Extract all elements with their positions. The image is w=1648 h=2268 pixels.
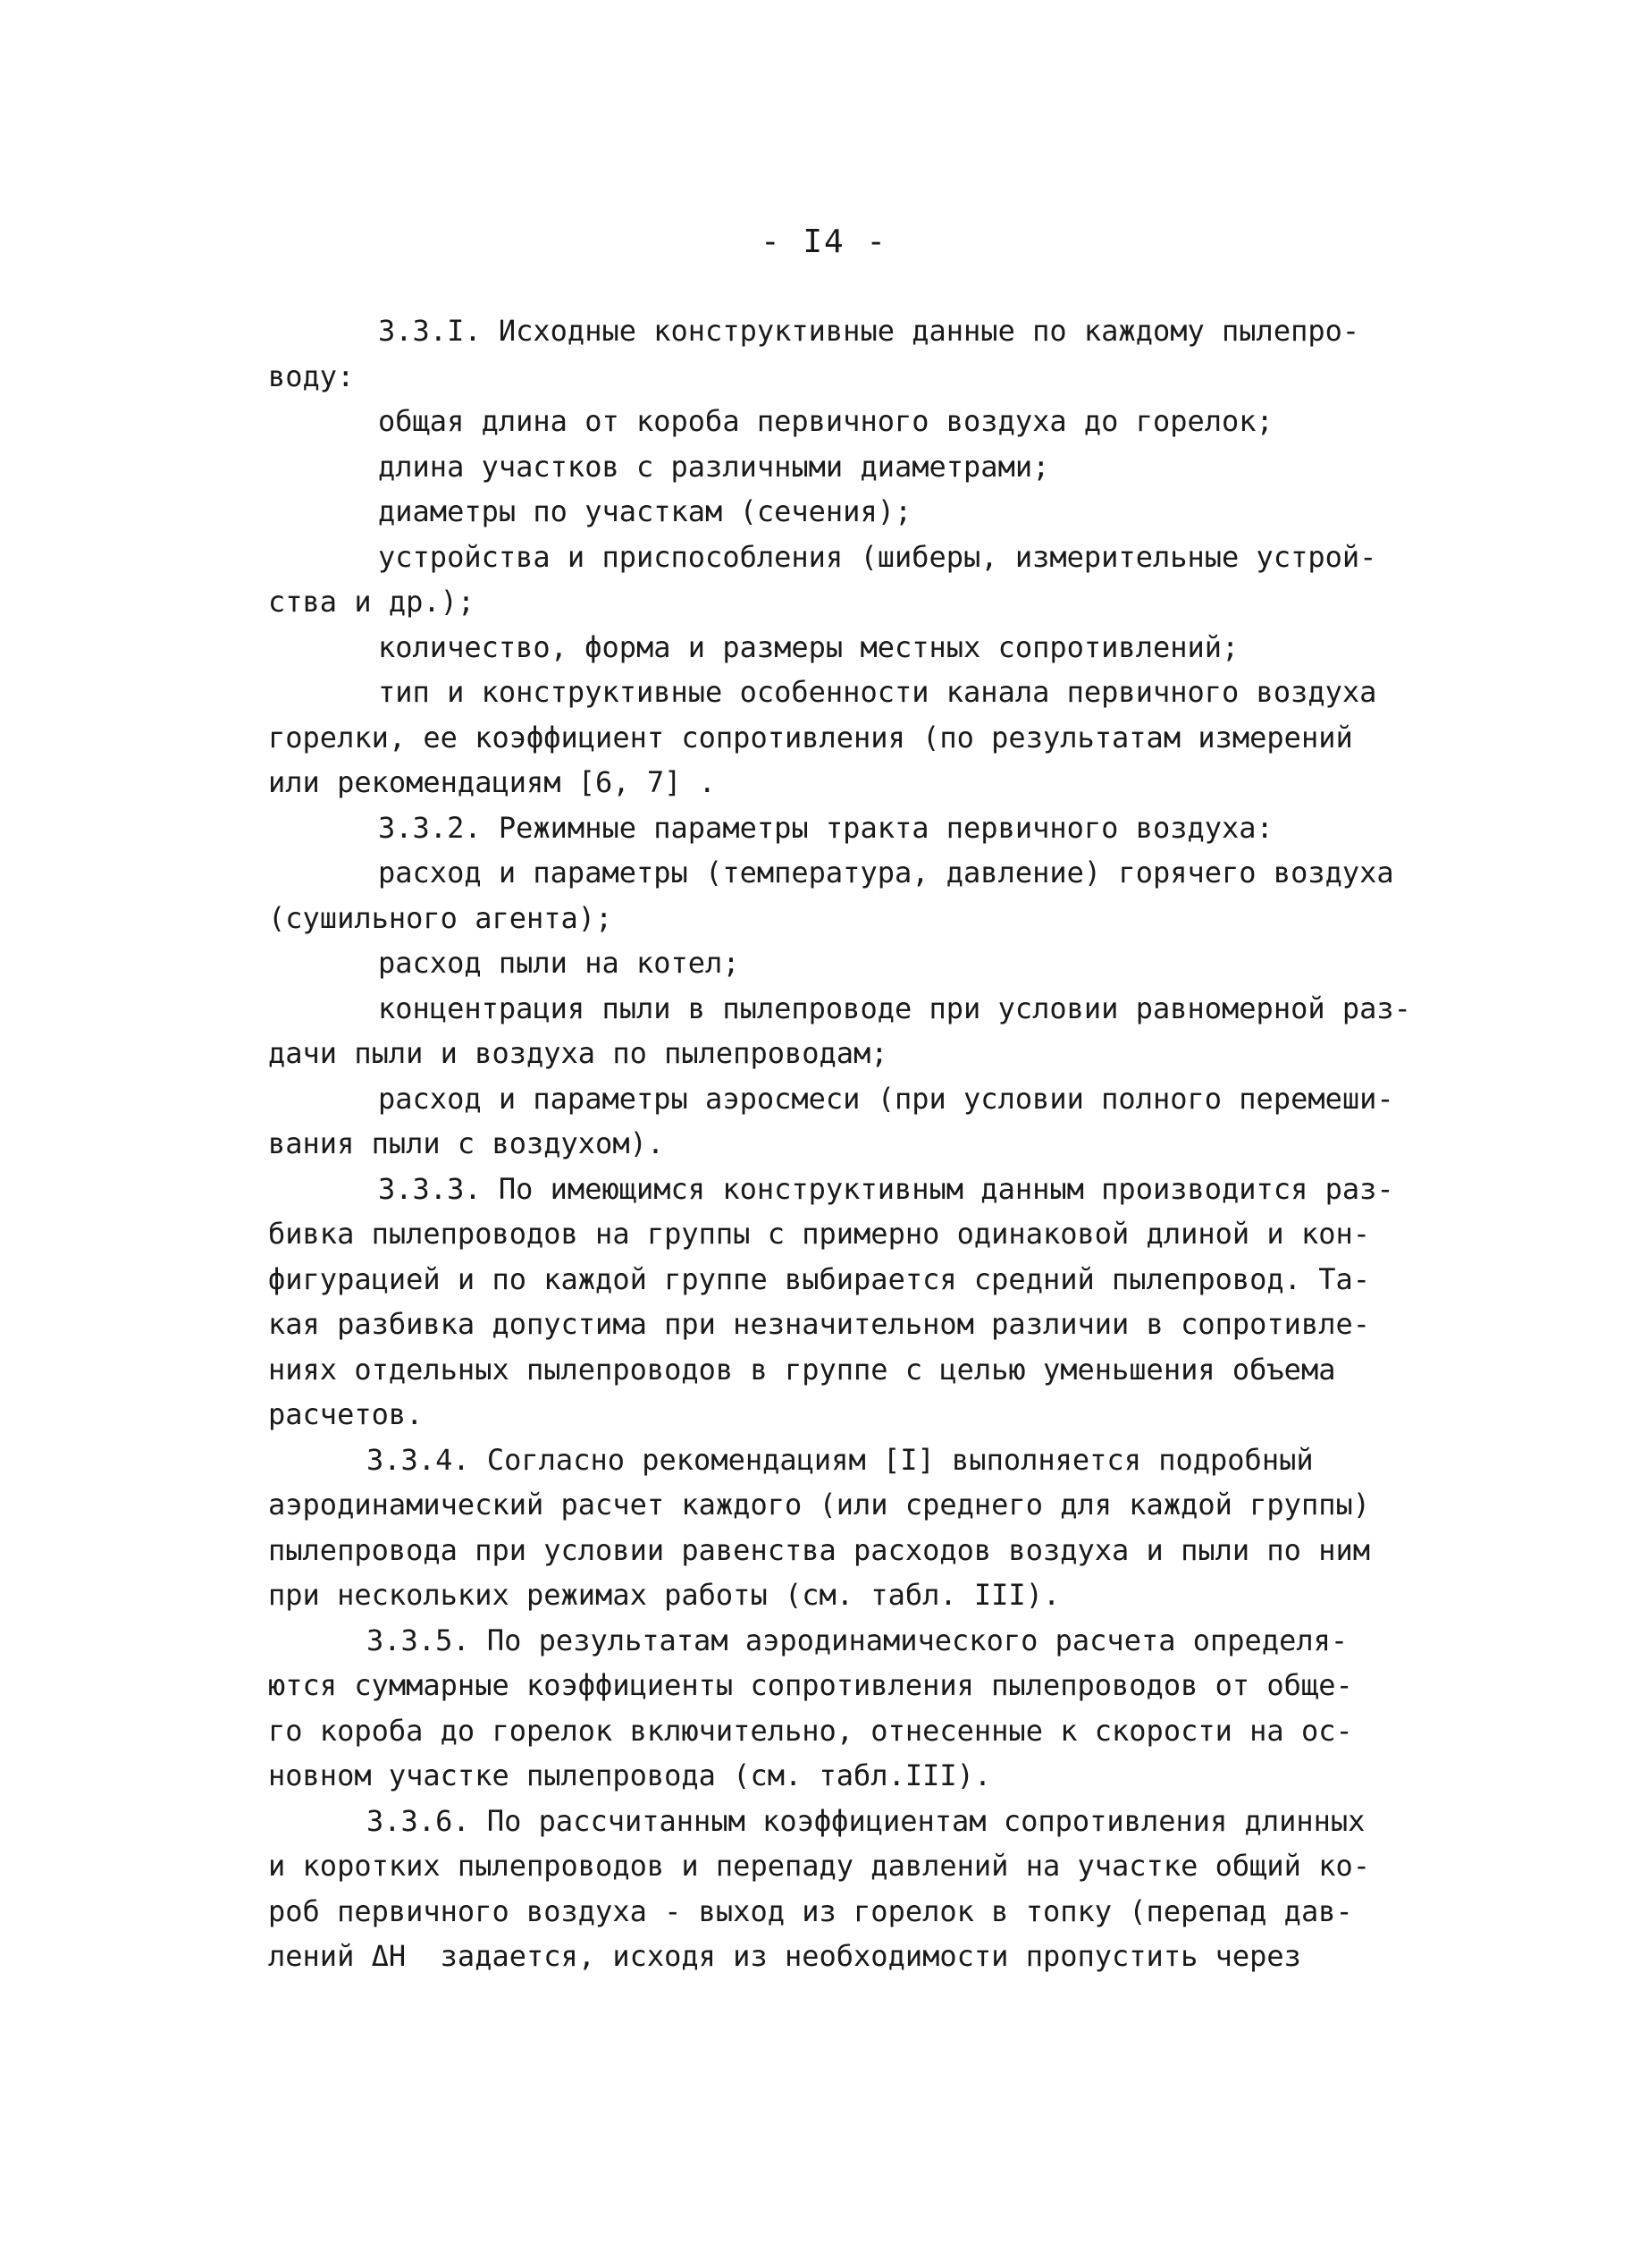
text-line: воду: — [268, 358, 355, 393]
text-line: 3.3.3. По имеющимся конструктивным данным производится раз- — [378, 1171, 1394, 1206]
text-line: количество, форма и размеры местных сопротивлений; — [378, 629, 1240, 664]
text-line: 3.3.4. Согласно рекомендациям [I] выполняется подробный — [366, 1442, 1314, 1477]
text-line: расход пыли на котел; — [378, 946, 740, 980]
text-line: дачи пыли и воздуха по пылепроводам; — [268, 1036, 888, 1070]
text-line: расход и параметры аэросмеси (при условии полного перемеши- — [378, 1081, 1394, 1116]
text-line: фигурацией и по каждой группе выбирается средний пылепровод. Та- — [268, 1261, 1370, 1296]
text-line: устройства и приспособления (шиберы, измерительные устрой- — [378, 539, 1377, 574]
text-line: ются суммарные коэффициенты сопротивления пылепроводов от обще- — [268, 1668, 1353, 1702]
text-line: 3.3.I. Исходные конструктивные данные по каждому пылепро- — [378, 314, 1360, 348]
text-line: ниях отдельных пылепроводов в группе с целью уменьшения объема — [268, 1352, 1336, 1387]
text-line: 3.3.2. Режимные параметры тракта первичного воздуха: — [378, 810, 1274, 845]
page-number: - I4 - — [760, 223, 888, 260]
text-line: расчетов. — [268, 1397, 424, 1431]
text-line: диаметры по участкам (сечения); — [378, 494, 912, 528]
text-line: бивка пылепроводов на группы с примерно одинаковой длиной и кон- — [268, 1217, 1370, 1251]
text-line: и коротких пылепроводов и перепаду давлений на участке общий ко- — [268, 1849, 1370, 1883]
text-line: вания пыли с воздухом). — [268, 1126, 665, 1160]
text-line: общая длина от короба первичного воздуха до горелок; — [378, 404, 1274, 438]
text-line: аэродинамический расчет каждого (или среднего для каждой группы) — [268, 1488, 1370, 1522]
text-line: пылепровода при условии равенства расходов воздуха и пыли по ним — [268, 1532, 1370, 1567]
body-text — [268, 308, 1519, 1979]
text-line: ства и др.); — [268, 585, 475, 619]
text-line: 3.3.5. По результатам аэродинамического расчета определя- — [366, 1623, 1349, 1657]
text-line: роб первичного воздуха - выход из горелок в топку (перепад дав- — [268, 1893, 1353, 1928]
text-line: новном участке пылепровода (см. табл.III). — [268, 1758, 992, 1792]
text-line: (сушильного агента); — [268, 900, 613, 935]
text-line: лений ΔН задается, исходя из необходимости пропустить через — [268, 1939, 1301, 1973]
text-line: тип и конструктивные особенности канала первичного воздуха — [378, 675, 1377, 709]
text-line: кая разбивка допустима при незначительном различии в сопротивле- — [268, 1307, 1370, 1341]
text-line: или рекомендациям [6, 7] . — [268, 765, 716, 799]
text-line: 3.3.6. По рассчитанным коэффициентам сопротивления длинных — [366, 1803, 1366, 1838]
text-line: при нескольких режимах работы (см. табл. III). — [268, 1578, 1061, 1612]
text-line: го короба до горелок включительно, отнесенные к скорости на ос- — [268, 1713, 1353, 1748]
text-line: горелки, ее коэффициент сопротивления (по результатам измерений — [268, 720, 1353, 755]
text-line: концентрация пыли в пылепроводе при условии равномерной раз- — [378, 991, 1411, 1025]
text-line: расход и параметры (температура, давление) горячего воздуха — [378, 856, 1394, 889]
text-line: длина участков с различными диаметрами; — [378, 449, 1050, 484]
